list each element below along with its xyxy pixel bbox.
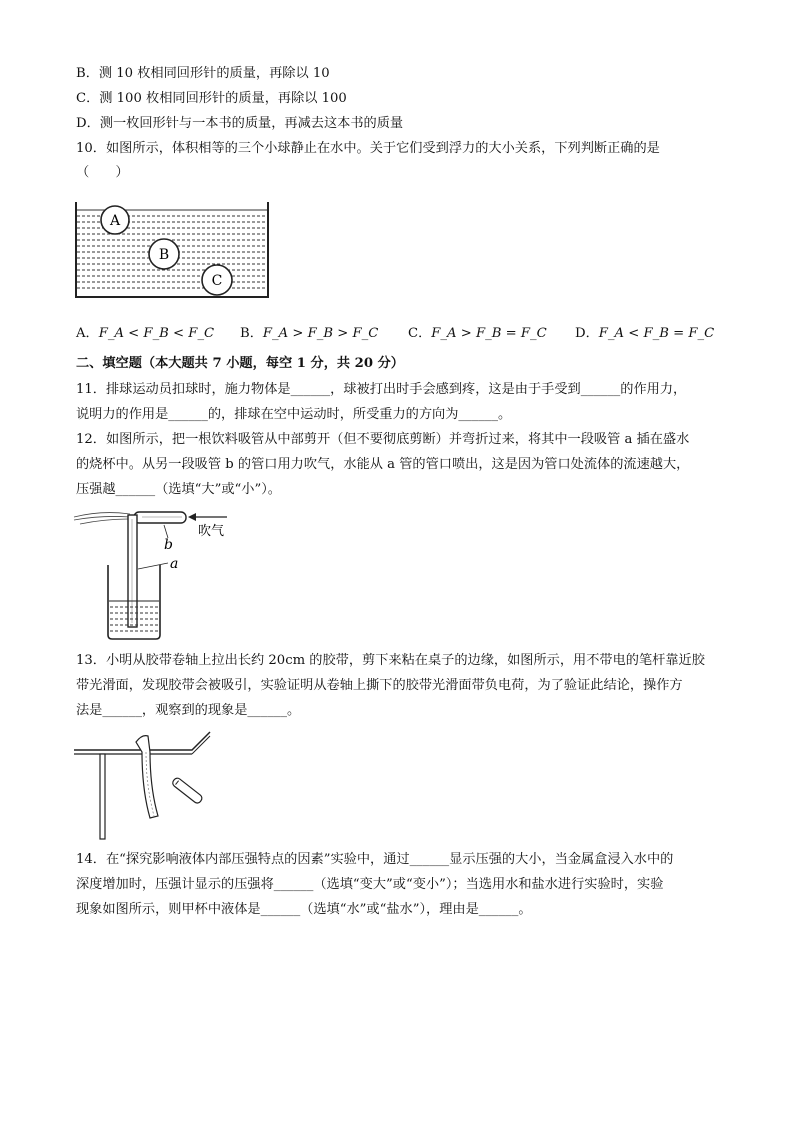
q11-line-1: 11．排球运动员扣球时，施力物体是______，球被打出时手会感到疼，这是由于手受到______的作用力，: [76, 382, 687, 397]
q10-option-b: B．F_A > F_B > F_C: [240, 326, 379, 341]
ball-a-label: A: [109, 213, 121, 229]
q10-stem: 10．如图所示，体积相等的三个小球静止在水中。关于它们受到浮力的大小关系，下列判断正确的是: [76, 141, 660, 156]
q12-line-3: 压强越______（选填“大”或“小”）。: [76, 482, 281, 497]
section-2-title: 二、填空题（本大题共 7 小题，每空 1 分，共 20 分）: [76, 356, 404, 371]
q9-option-b: B．测 10 枚相同回形针的质量，再除以 10: [76, 66, 330, 81]
ball-c-label: C: [211, 273, 223, 289]
q10-option-d: D．F_A < F_B = F_C: [575, 326, 715, 341]
q13-line-1: 13．小明从胶带卷轴上拉出长约 20cm 的胶带，剪下来粘在桌子的边缘，如图所示，用不带电的笔杆靠近胶: [76, 653, 705, 668]
q12-line-1: 12．如图所示，把一根饮料吸管从中部剪开（但不要彻底剪断）并弯折过来，将其中一段吸管 a 插在盛水: [76, 432, 690, 447]
label-a: a: [170, 556, 179, 572]
q12-figure-straw-beaker: [72, 505, 242, 645]
ball-b-label: B: [158, 247, 170, 263]
q12-line-2: 的烧杯中。从另一段吸管 b 的管口用力吹气，水能从 a 管的管口喷出，这是因为管口处流体的流速越大，: [76, 457, 690, 472]
q10-option-c: C．F_A > F_B = F_C: [408, 326, 547, 341]
q11-line-2: 说明力的作用是______的，排球在空中运动时，所受重力的方向为______。: [76, 407, 512, 422]
q10-paren: （ ）: [76, 165, 129, 180]
q9-option-d: D．测一枚回形针与一本书的质量，再减去这本书的质量: [76, 116, 404, 131]
label-b: b: [164, 537, 173, 553]
q13-line-3: 法是______，观察到的现象是______。: [76, 703, 301, 718]
q13-line-2: 带光滑面，发现胶带会被吸引，实验证明从卷轴上撕下的胶带光滑面带负电荷，为了验证此结论，操作方: [76, 678, 683, 693]
q13-figure-tape-table: [72, 728, 212, 843]
q14-line-1: 14．在“探究影响液体内部压强特点的因素”实验中，通过______显示压强的大小，当金属盒浸入水中的: [76, 852, 674, 867]
label-blow: 吹气: [198, 524, 225, 539]
q14-line-2: 深度增加时，压强计显示的压强将______（选填“变大”或“变小”）；当选用水和盐水进行实验时，实验: [76, 877, 664, 892]
q14-line-3: 现象如图所示，则甲杯中液体是______（选填“水”或“盐水”），理由是______。: [76, 902, 532, 917]
q9-option-c: C．测 100 枚相同回形针的质量，再除以 100: [76, 91, 347, 106]
q10-figure-balls-in-water: [74, 200, 274, 302]
q10-option-a: A．F_A < F_B < F_C: [76, 326, 215, 341]
